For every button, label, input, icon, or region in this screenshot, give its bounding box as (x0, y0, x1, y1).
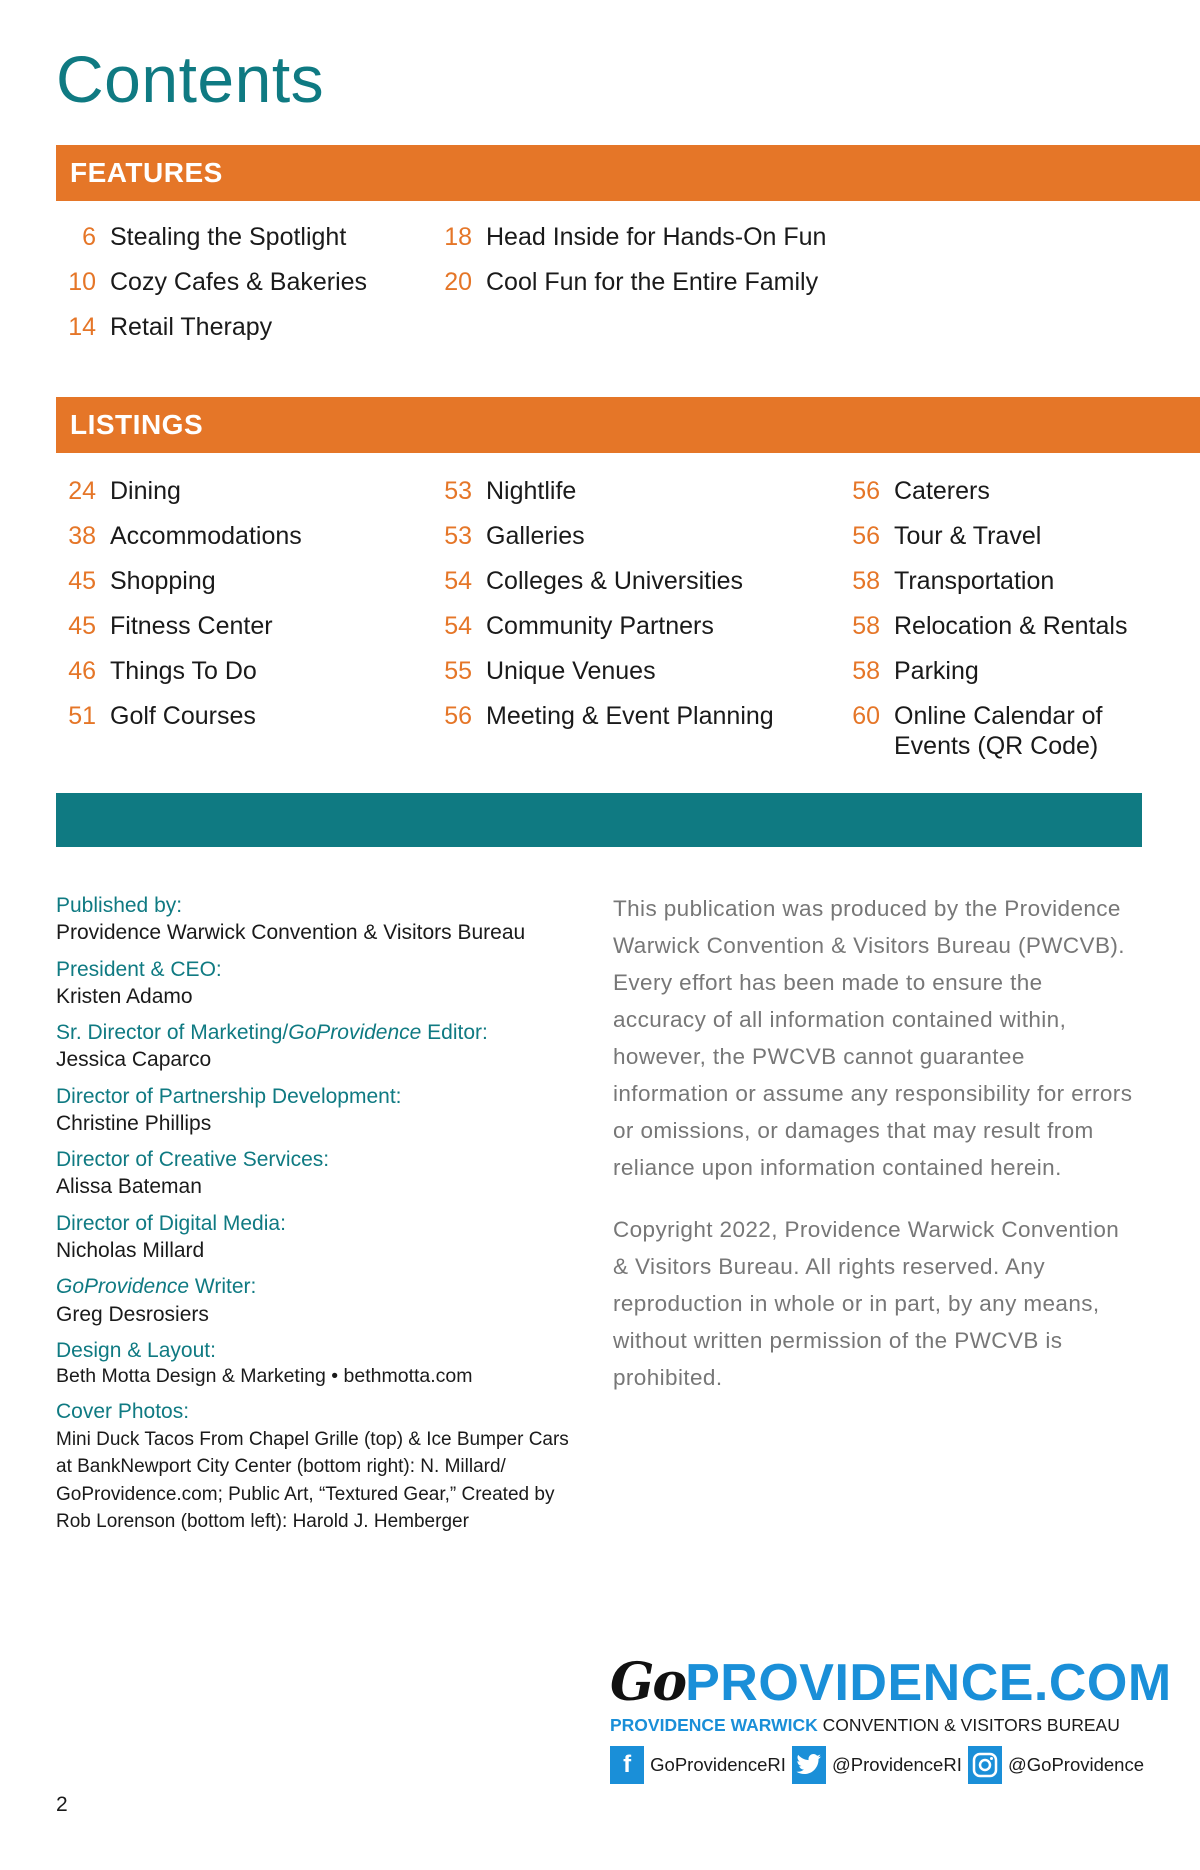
page-number: 54 (444, 612, 472, 640)
page-number: 10 (68, 268, 96, 296)
toc-item[interactable] (836, 611, 1127, 656)
toc-item[interactable] (428, 701, 774, 746)
credit-value: Alissa Bateman (56, 1175, 202, 1199)
toc-item[interactable] (52, 476, 302, 521)
toc-item[interactable] (52, 222, 367, 267)
credit-value: Christine Phillips (56, 1111, 212, 1135)
toc-item[interactable] (428, 521, 774, 566)
page-number: 53 (444, 522, 472, 550)
credit-value: Greg Desrosiers (56, 1302, 209, 1326)
toc-item[interactable] (428, 267, 826, 312)
credit-design (56, 1338, 576, 1390)
features-column-1 (52, 222, 367, 357)
label-part: Sr. Director of Marketing/ (56, 1021, 289, 1045)
toc-label: Stealing the Spotlight (110, 223, 347, 251)
page-number: 54 (444, 567, 472, 595)
toc-label: Nightlife (486, 477, 577, 505)
credit-partnership (56, 1084, 576, 1138)
page-number: 45 (68, 567, 96, 595)
page-number: 45 (68, 612, 96, 640)
toc-label: Cozy Cafes & Bakeries (110, 268, 368, 296)
twitter-handle[interactable]: @ProvidenceRI (832, 1754, 962, 1775)
toc-item[interactable] (428, 566, 774, 611)
credit-label: Director of Digital Media: (56, 1211, 286, 1235)
logo-subtitle (610, 1715, 1150, 1736)
logo-providence: PROVIDENCE.COM (685, 1654, 1172, 1712)
page-number: 58 (852, 612, 880, 640)
toc-item[interactable] (836, 521, 1127, 566)
credit-marketing (56, 1020, 576, 1074)
page-number: 53 (444, 477, 472, 505)
toc-item[interactable] (428, 476, 774, 521)
page-number: 58 (852, 657, 880, 685)
credit-value: Providence Warwick Convention & Visitors Bureau (56, 921, 526, 945)
credit-digital (56, 1211, 576, 1265)
disclaimer-text: This publication was produced by the Providence Warwick Convention & Visitors Bureau (PWCVB). Every effort has been made to ensure the accuracy of all information contained within, however, the PWCVB cannot guarantee information or assume any responsibility for errors or omissions, or damages that may result from reliance upon information contained herein. (613, 896, 1133, 1180)
social-links (610, 1746, 1150, 1784)
divider-bar (56, 793, 1142, 847)
toc-label: Relocation & Rentals (894, 612, 1128, 640)
toc-label: Accommodations (110, 522, 302, 550)
credit-label (56, 1274, 576, 1300)
credit-label (56, 1020, 576, 1046)
toc-label: Unique Venues (486, 657, 656, 685)
page-number: 46 (68, 657, 96, 685)
toc-label: Caterers (894, 477, 990, 505)
toc-item[interactable] (52, 611, 302, 656)
credit-label: Design & Layout: (56, 1338, 216, 1362)
credit-value: Jessica Caparco (56, 1048, 212, 1072)
credit-value: Nicholas Millard (56, 1238, 205, 1262)
credit-writer (56, 1274, 576, 1328)
page-number: 60 (852, 702, 880, 730)
toc-item[interactable] (52, 312, 367, 357)
toc-label: Fitness Center (110, 612, 273, 640)
toc-label: Shopping (110, 567, 216, 595)
toc-label: Parking (894, 657, 979, 685)
page-number: 56 (852, 522, 880, 550)
toc-item[interactable] (52, 656, 302, 701)
page-number: 14 (68, 313, 96, 341)
page-number: 55 (444, 657, 472, 685)
credit-value: Kristen Adamo (56, 984, 193, 1008)
logo-subtitle-blue: PROVIDENCE WARWICK (610, 1715, 818, 1735)
toc-label: Dining (110, 477, 181, 505)
listings-column-1 (52, 476, 302, 746)
masthead-credits (56, 893, 576, 1546)
credit-label: Director of Partnership Development: (56, 1084, 402, 1108)
toc-item[interactable] (52, 566, 302, 611)
credit-label: Published by: (56, 894, 183, 917)
credit-creative (56, 1147, 576, 1201)
page-number: 18 (444, 223, 472, 251)
page-number: 51 (68, 702, 96, 730)
toc-item[interactable] (836, 566, 1127, 611)
toc-label: Community Partners (486, 612, 714, 640)
page-title: Contents (56, 42, 325, 116)
credit-label: Cover Photos: (56, 1400, 190, 1424)
label-part: Editor: (421, 1021, 488, 1045)
page-number: 20 (444, 268, 472, 296)
credit-president (56, 957, 576, 1011)
toc-item[interactable] (836, 476, 1127, 521)
twitter-icon[interactable] (792, 1746, 826, 1784)
page-number: 6 (82, 223, 96, 251)
page-number-footer: 2 (56, 1793, 68, 1816)
features-heading: FEATURES (56, 145, 1200, 201)
toc-label: Retail Therapy (110, 313, 273, 341)
instagram-handle[interactable]: @GoProvidence (1008, 1754, 1145, 1775)
toc-item[interactable] (52, 267, 367, 312)
credit-published (56, 893, 576, 947)
toc-label: Cool Fun for the Entire Family (486, 268, 819, 296)
label-brand: GoProvidence (288, 1021, 422, 1045)
toc-item[interactable] (52, 701, 302, 746)
label-brand: GoProvidence (56, 1275, 190, 1299)
toc-item[interactable] (836, 656, 1127, 701)
features-column-2 (428, 222, 826, 312)
logo-wordmark (610, 1652, 1172, 1713)
logo-go: Go (610, 1652, 686, 1713)
page-number: 56 (444, 702, 472, 730)
toc-label: Online Calendar of Events (QR Code) (894, 702, 1103, 760)
page-number: 56 (852, 477, 880, 505)
toc-label: Golf Courses (110, 702, 256, 730)
copyright-text: Copyright 2022, Providence Warwick Convention & Visitors Bureau. All rights reserved. Any reproduction in whole or in part, by any means, without written permission of the PWCVB is prohibited. (613, 1217, 1120, 1390)
credit-label: President & CEO: (56, 957, 222, 981)
label-part: Writer: (189, 1275, 257, 1299)
toc-label: Colleges & Universities (486, 567, 744, 595)
listings-heading: LISTINGS (56, 397, 1200, 453)
toc-item[interactable] (428, 611, 774, 656)
page-number: 58 (852, 567, 880, 595)
page-number: 24 (68, 477, 96, 505)
toc-label: Tour & Travel (894, 522, 1042, 550)
toc-label: Transportation (894, 567, 1055, 595)
facebook-icon[interactable]: f (610, 1746, 644, 1784)
toc-item[interactable] (428, 656, 774, 701)
page-number: 38 (68, 522, 96, 550)
toc-label: Things To Do (110, 657, 257, 685)
toc-label: Meeting & Event Planning (486, 702, 774, 730)
toc-item[interactable] (52, 521, 302, 566)
goprovidence-logo[interactable] (610, 1652, 1172, 1784)
toc-item[interactable] (428, 222, 826, 267)
credit-label: Director of Creative Services: (56, 1148, 330, 1172)
toc-label: Galleries (486, 522, 585, 550)
publication-notes (613, 890, 1133, 1421)
toc-item[interactable] (836, 701, 1127, 791)
listings-column-2 (428, 476, 774, 746)
toc-label: Head Inside for Hands-On Fun (486, 223, 827, 251)
instagram-icon[interactable] (968, 1746, 1002, 1784)
listings-column-3 (836, 476, 1127, 791)
logo-subtitle-rest: CONVENTION & VISITORS BUREAU (817, 1715, 1120, 1735)
facebook-handle[interactable]: GoProvidenceRI (650, 1754, 786, 1775)
credit-value: Mini Duck Tacos From Chapel Grille (top) & Ice Bumper Cars at BankNewport City Center (bottom right): N. Millard/ GoProvidence.com; Public Art, “Textured Gear,” Created by Rob Lorenson (bottom left): Harold J. Hemberger (56, 1428, 569, 1533)
credit-cover (56, 1399, 576, 1535)
credit-value: Beth Motta Design & Marketing • bethmotta.com (56, 1365, 473, 1388)
